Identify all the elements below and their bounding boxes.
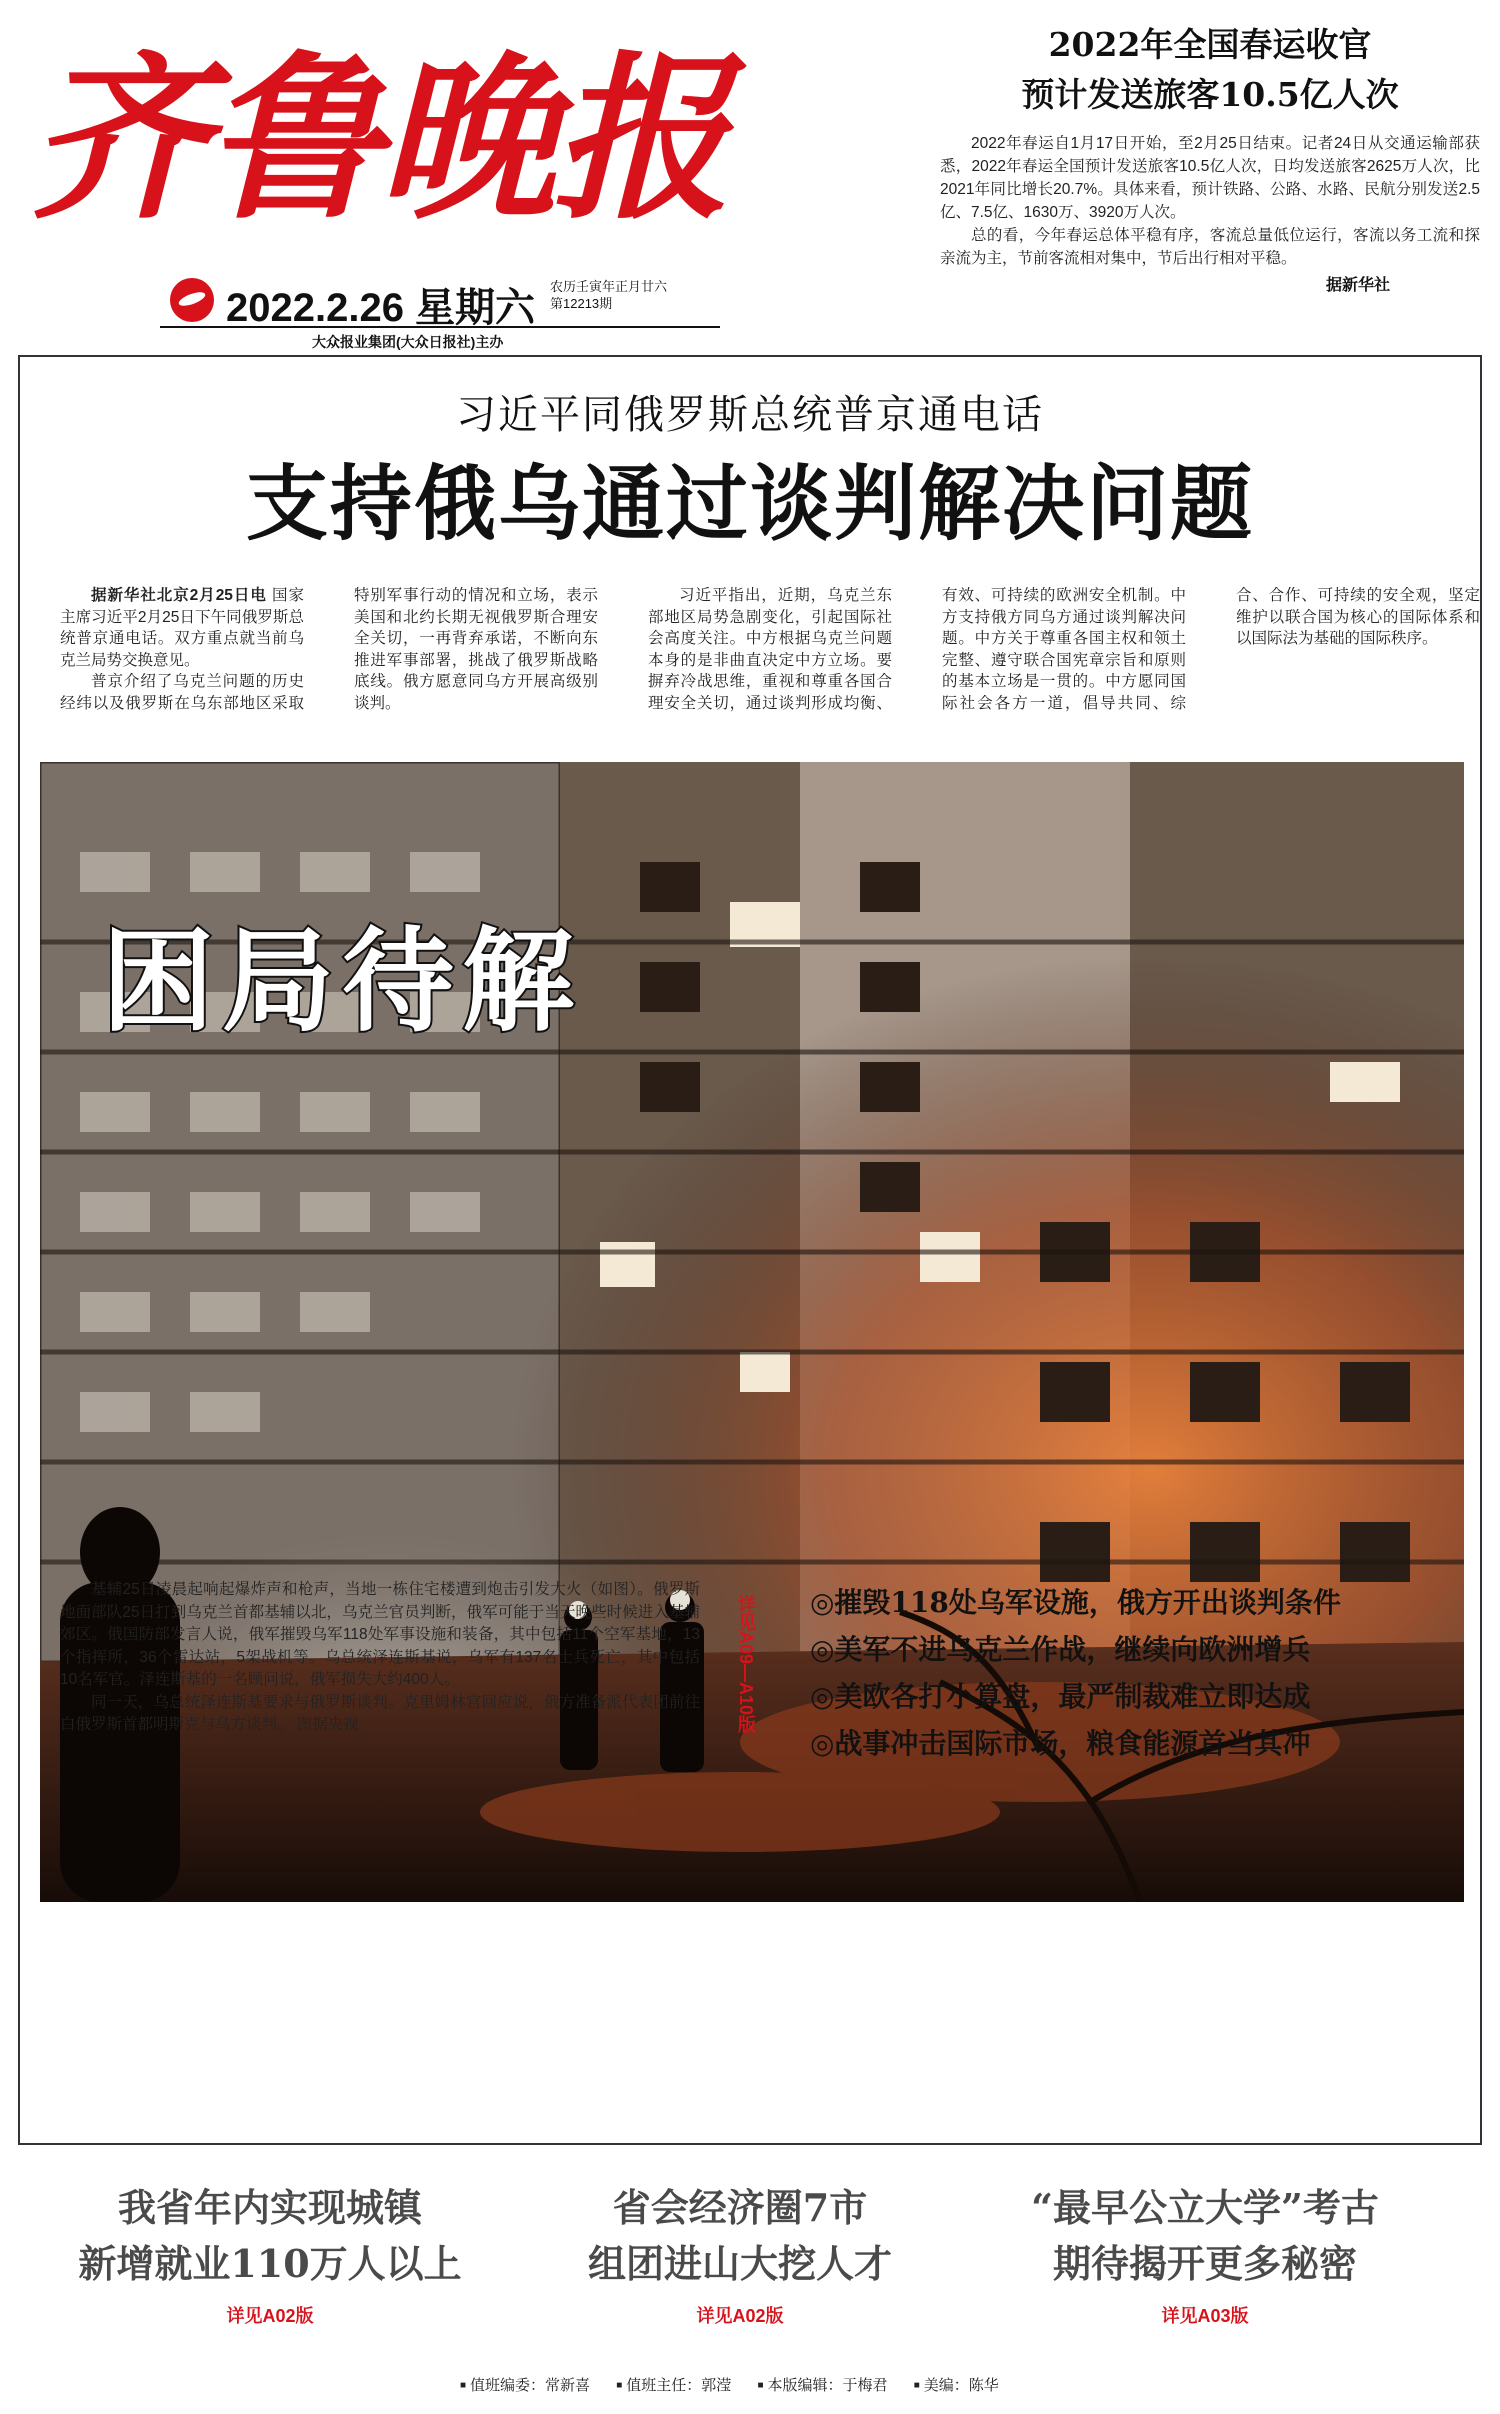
staff-credits [460, 2374, 1021, 2395]
masthead-rule [160, 326, 720, 328]
brief-title-line2: 预计发送旅客10.5亿人次 [1021, 75, 1399, 114]
lead-story-frame [18, 355, 1482, 2145]
related-headline[interactable]: ◎摧毁118处乌军设施，俄方开出谈判条件 [810, 1586, 1341, 1619]
lead-kicker: 习近平同俄罗斯总统普京通电话 [456, 392, 1044, 438]
lead-paragraph: 习近平指出，近期，乌克兰东部地区局势急剧变化，引起国际社会高度关注。中方根据乌克兰问题本身的是非曲直决定中方立场。要摒弃冷战思维，重视和尊重各国合理安全关切，通过谈判形成均衡、有效、可持续的欧洲安全机制。中方支持俄方同乌方通过谈判解决问题。中方关于尊重各国主权和领土完整、遵守联合国宪章宗旨和原则的基本立场是一贯的。中方愿同国际社会各方一道，倡导共同、综合、合作、可持续的安全观，坚定维护以联合国为核心的国际体系和以国际法为基础的国际秩序。 [648, 587, 1480, 712]
credit-item: ■ 美编：陈华 [914, 2377, 999, 2394]
publisher-line: 大众报业集团(大众日报社)主办 [312, 334, 504, 350]
credit-item: ■ 值班主任：郭滢 [616, 2377, 731, 2394]
related-headlines [810, 1579, 1470, 1767]
brief-paragraph: 总的看，今年春运总体平稳有序，客流总量低位运行，客流以务工流和探亲流为主，节前客流相对集中，节后出行相对平稳。 [940, 227, 1480, 267]
brief-source: 据新华社 [1325, 275, 1390, 294]
related-headline[interactable]: ◎战事冲击国际市场，粮食能源首当其冲 [810, 1727, 1311, 1760]
caption-paragraph: 同一天，乌总统泽连斯基要求与俄罗斯谈判。克里姆林宫回应说，俄方准备派代表团前往白俄罗斯首都明斯克与乌方谈判。 图据央视 [60, 1693, 700, 1733]
teaser-see-page[interactable]: 详见A02版 [226, 2306, 314, 2326]
news-brief [940, 20, 1480, 295]
teaser-title-line1: 我省年内实现城镇 [117, 2185, 422, 2230]
teaser-title-line2: 组团进山大挖人才 [587, 2241, 892, 2286]
teaser-story[interactable] [40, 2180, 500, 2328]
see-pages-link[interactable]: 详见A09—A10版 [736, 1595, 756, 1734]
newspaper-logo: 齐鲁晚报 [30, 34, 726, 243]
teaser-title-line2: 期待揭开更多秘密 [1052, 2241, 1357, 2286]
lead-paragraph [60, 585, 304, 671]
group-logo-icon [170, 278, 214, 322]
photo-caption [60, 1579, 700, 1737]
credit-item: ■ 值班编委：常新喜 [460, 2377, 590, 2394]
related-headline[interactable]: ◎美军不进乌克兰作战，继续向欧洲增兵 [810, 1633, 1311, 1666]
credit-item: ■ 本版编辑：于梅君 [757, 2377, 887, 2394]
issue-date: 2022.2.26 星期六 [226, 286, 536, 330]
teaser-story[interactable] [975, 2180, 1435, 2328]
lead-dateline: 据新华社北京2月25日电 [91, 587, 267, 604]
photo-overlay-title: 困局待解 [102, 919, 582, 1044]
teaser-title-line1: “最早公立大学”考古 [1031, 2185, 1379, 2230]
lead-paragraph: 普京介绍了乌克兰问题的历史经纬以及俄罗斯在乌东部地区采取特别军事行动的情况和立场，表示美国和北约长期无视俄罗斯合理安全关切，一再背弃承诺，不断向东推进军事部署，挑战了俄罗斯战略底线。俄方愿意同乌方开展高级别谈判。 [60, 587, 598, 712]
lead-body [60, 585, 1480, 725]
teaser-title-line1: 省会经济圈7市 [612, 2185, 868, 2230]
teaser-story[interactable] [510, 2180, 970, 2328]
lead-headline: 支持俄乌通过谈判解决问题 [245, 456, 1254, 552]
teaser-see-page[interactable]: 详见A03版 [1161, 2306, 1249, 2326]
teaser-title-line2: 新增就业110万人以上 [78, 2241, 462, 2286]
issue-number: 第12213期 [550, 296, 613, 311]
related-headline[interactable]: ◎美欧各打小算盘，最严制裁难立即达成 [810, 1680, 1311, 1713]
brief-title-line1: 2022年全国春运收官 [1048, 25, 1372, 64]
lunar-date-block [550, 278, 710, 312]
caption-paragraph: 基辅25日凌晨起响起爆炸声和枪声，当地一栋住宅楼遭到炮击引发大火（如图）。俄罗斯地面部队25日打到乌克兰首都基辅以北，乌克兰官员判断，俄军可能于当天晚些时候进入基辅郊区。俄国防部发言人说，俄军摧毁乌军118处军事设施和装备，其中包括11个空军基地，13个指挥所，36个雷达站，5架战机等。乌总统泽连斯基说，乌军有137名士兵死亡，其中包括10名军官。泽连斯基的一名顾问说，俄军损失大约400人。 [60, 1581, 700, 1688]
masthead [30, 14, 850, 350]
lunar-date: 农历壬寅年正月廿六 [550, 279, 668, 294]
lead-text: 国家主席习近平2月25日下午同俄罗斯总统普京通电话。双方重点就当前乌克兰局势交换意见。 [60, 587, 304, 669]
brief-paragraph: 2022年春运自1月17日开始，至2月25日结束。记者24日从交通运输部获悉，2022年春运全国预计发送旅客10.5亿人次，日均发送旅客2625万人次，比2021年同比增长20.7%。具体来看，预计铁路、公路、水路、民航分别发送2.5亿、7.5亿、1630万、3920万人次。 [940, 135, 1480, 221]
teaser-see-page[interactable]: 详见A02版 [696, 2306, 784, 2326]
